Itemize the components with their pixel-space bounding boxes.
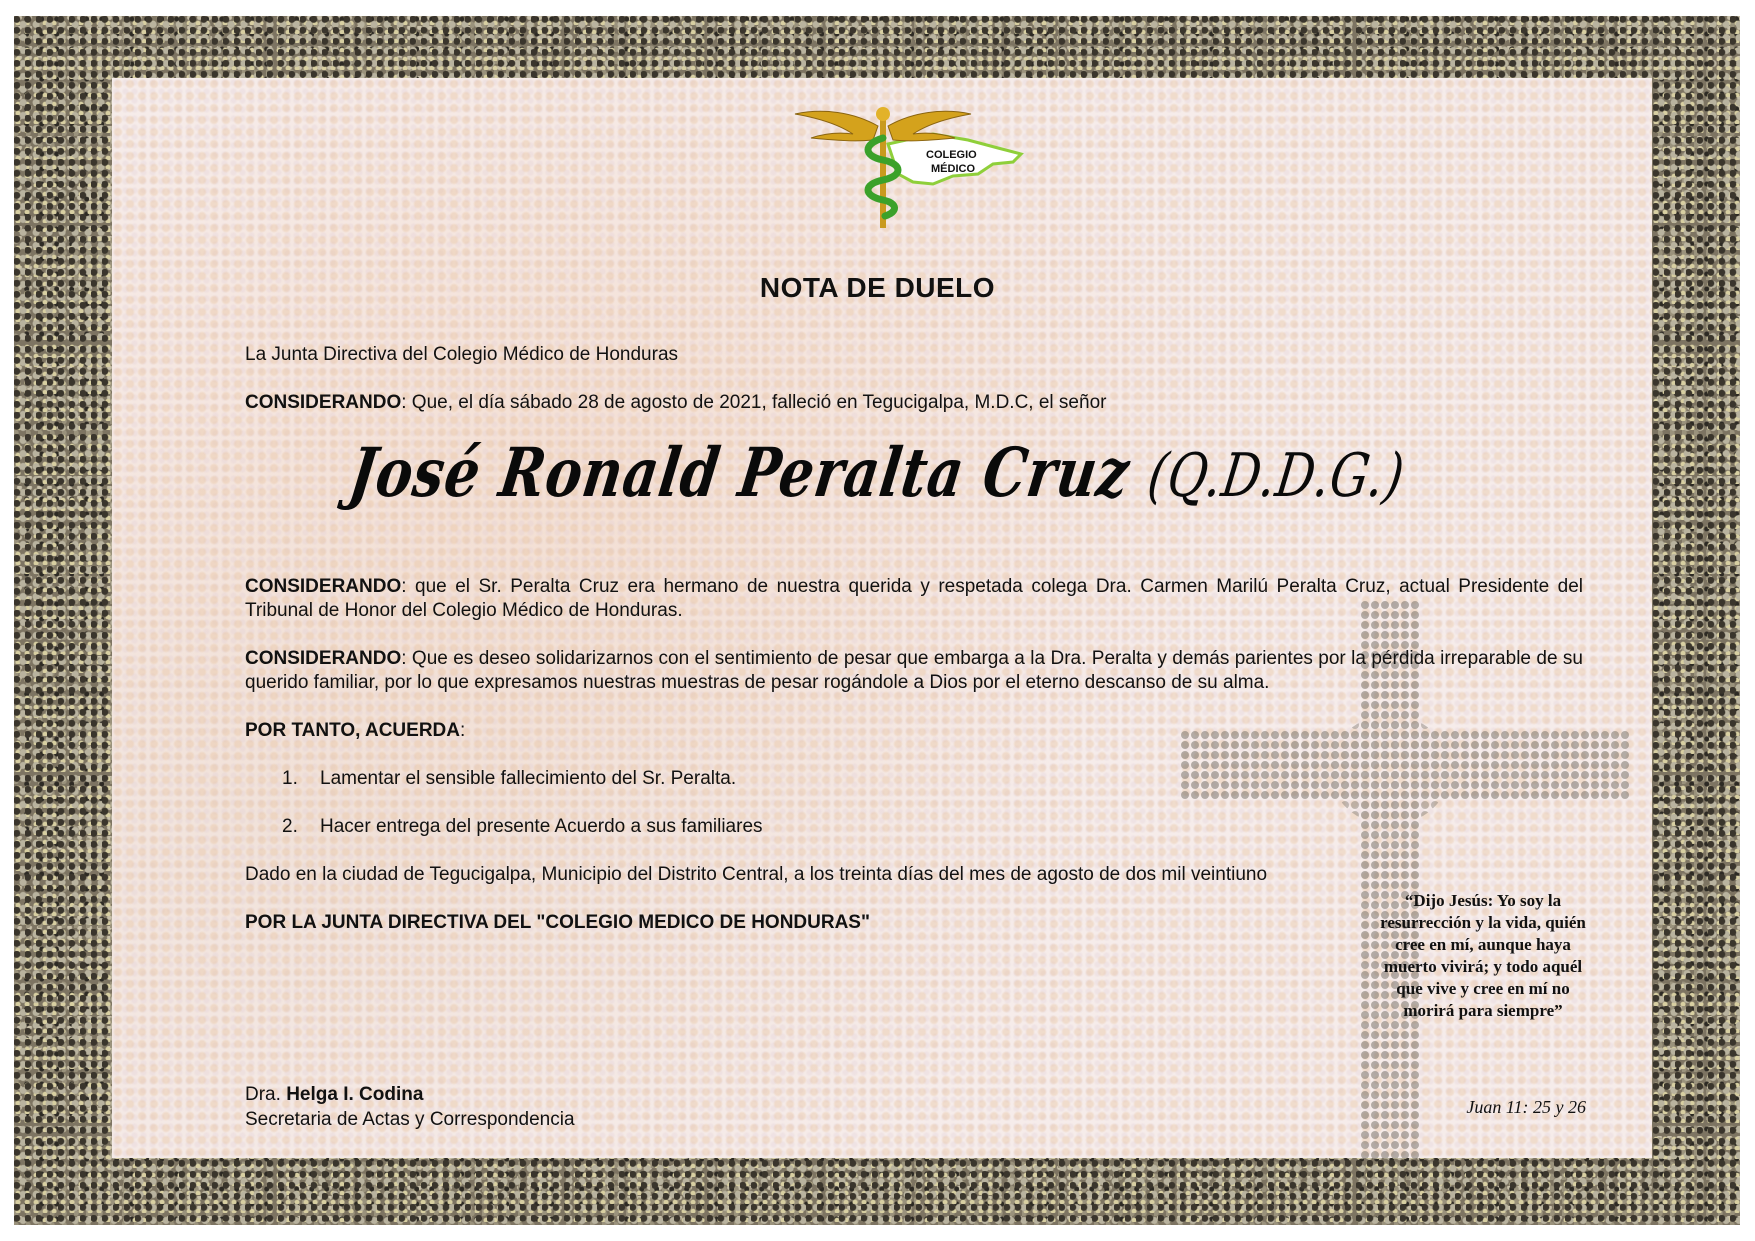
considerando-label: CONSIDERANDO [245, 576, 402, 597]
bible-quote: “Dijo Jesús: Yo soy la resurrección y la vida, quién cree en mí, aunque haya muerto vivirá; y todo aquél que vive y cree en mí no morirá para siempre” [1380, 891, 1586, 1020]
list-item-number: 1. [282, 768, 298, 789]
signature-name-line [245, 1082, 575, 1107]
list-item-number: 2. [282, 816, 298, 837]
junta-line: POR LA JUNTA DIRECTIVA DEL "COLEGIO MEDICO DE HONDURAS" [245, 912, 870, 933]
dado-line: Dado en la ciudad de Tegucigalpa, Municipio del Distrito Central, a los treinta días del mes de agosto de dos mil veintiuno [245, 864, 1268, 885]
considerando-label: CONSIDERANDO [245, 392, 402, 413]
signature-block [245, 1082, 575, 1132]
considerando-3 [245, 647, 1583, 695]
deceased-suffix: (Q.D.D.G.) [1143, 440, 1410, 511]
considerando-1-text: : Que, el día sábado 28 de agosto de 2021, falleció en Tegucigalpa, M.D.C, el señor [401, 392, 1107, 413]
signature-name: Helga I. Codina [286, 1084, 424, 1105]
list-item-text: Lamentar el sensible fallecimiento del Sr. Peralta. [320, 768, 737, 789]
por-tanto-label: POR TANTO, ACUERDA [245, 720, 460, 741]
considerando-3-text: : Que es deseo solidarizarnos con el sentimiento de pesar que embarga a la Dra. Peralta y demás parientes por la pérdida irreparable de su querido familiar, por lo que expresamos nuestras muestras de pesar rogándole a Dios por el eterno descanso de su alma. [245, 648, 1583, 693]
por-tanto-colon: : [459, 720, 466, 741]
considerando-2 [245, 575, 1583, 623]
bible-quote-reference: Juan 11: 25 y 26 [1466, 1097, 1586, 1117]
intro-line: La Junta Directiva del Colegio Médico de Honduras [245, 344, 679, 365]
considerando-label: CONSIDERANDO [245, 648, 402, 669]
list-item-text: Hacer entrega del presente Acuerdo a sus familiares [320, 816, 763, 837]
deceased-name-text: José Ronald Peralta Cruz [344, 432, 1135, 512]
signature-prefix: Dra. [245, 1084, 281, 1105]
deceased-name [0, 432, 1755, 512]
considerando-2-text: : que el Sr. Peralta Cruz era hermano de nuestra querida y respetada colega Dra. Carmen Marilú Peralta Cruz, actual Presidente del Tribunal de Honor del Colegio Médico de Honduras. [245, 576, 1583, 621]
por-tanto-heading [245, 719, 1583, 743]
colegio-medico-logo [793, 104, 1028, 232]
logo-text-line2: MÉDICO [931, 163, 975, 175]
considerando-1 [245, 391, 1583, 415]
page-title: NOTA DE DUELO [759, 272, 996, 303]
list-item [282, 767, 736, 791]
signature-role: Secretaria de Actas y Correspondencia [245, 1109, 575, 1130]
logo-text-line1: COLEGIO [926, 149, 977, 161]
list-item [282, 815, 763, 839]
